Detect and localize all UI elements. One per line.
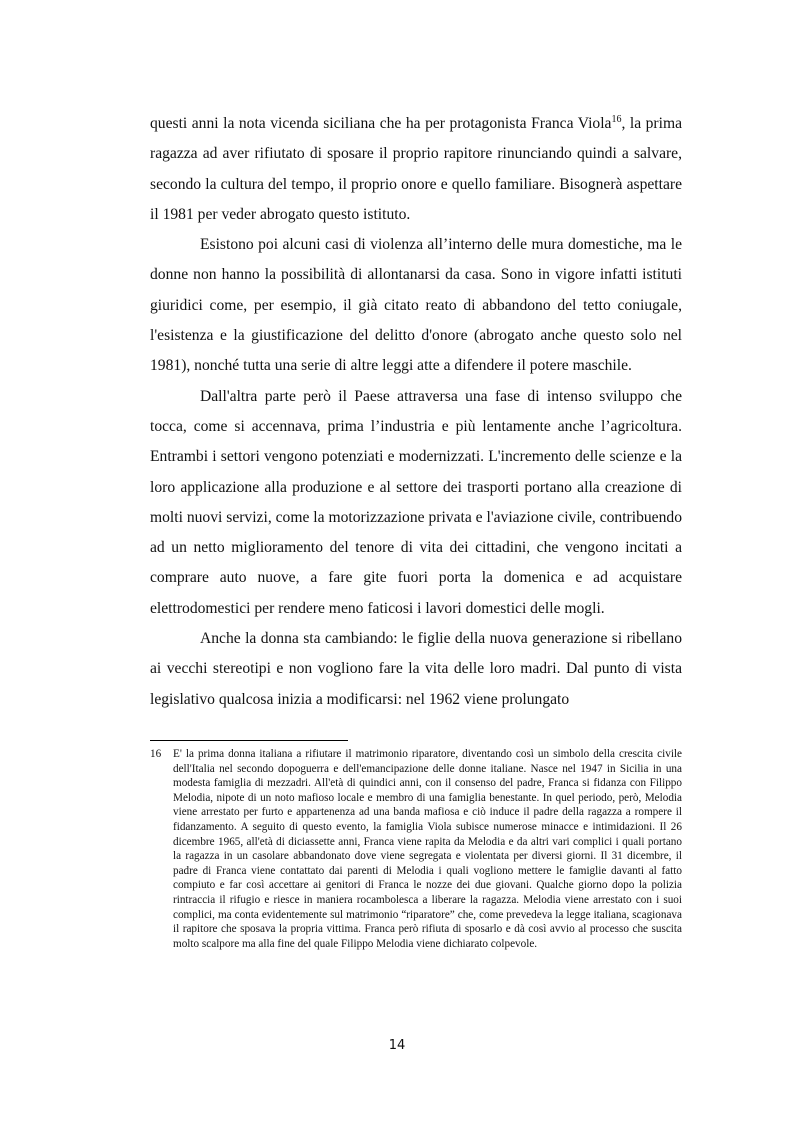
footnote-separator: [150, 740, 348, 741]
footnote: [150, 747, 682, 951]
footnote-reference[interactable]: 16: [611, 113, 622, 125]
paragraph-1-text-a: questi anni la nota vicenda siciliana che ha per protagonista Franca Viola: [150, 115, 612, 132]
paragraph-3: Dall'altra parte però il Paese attraversa una fase di intenso sviluppo che tocca, come si accennava, prima l’industria e più lentamente anche l’agricoltura. Entrambi i settori vengono potenziati e modernizzati. L'incremento delle scienze e la loro applicazione alla produzione e al settore dei trasporti portano alla creazione di molti nuovi servizi, come la motorizzazione privata e l'aviazione civile, contribuendo ad un netto miglioramento del tenore di vita dei cittadini, che vengono incitati a comprare auto nuove, a fare gite fuori porta la domenica e ad acquistare elettrodomestici per rendere meno faticosi i lavori domestici delle mogli.: [150, 387, 682, 617]
paragraph-4: Anche la donna sta cambiando: le figlie della nuova generazione si ribellano ai vecchi stereotipi e non vogliono fare la vita delle loro madri. Dal punto di vista legislativo qualcosa inizia a modificarsi: nel 1962 viene prolungato: [150, 630, 682, 708]
paragraph-1: [150, 109, 682, 230]
footnote-number: 16: [150, 748, 162, 760]
paragraph-2: Esistono poi alcuni casi di violenza all’interno delle mura domestiche, ma le donne non hanno la possibilità di allontanarsi da casa. Sono in vigore infatti istituti giuridici come, per esempio, il già citato reato di abbandono del tetto coniugale, l'esistenza e la giustificazione del delitto d'onore (abrogato anche questo solo nel 1981), nonché tutta una serie di altre leggi atte a difendere il potere maschile.: [150, 236, 682, 375]
footnote-text: E' la prima donna italiana a rifiutare il matrimonio riparatore, diventando così un simbolo della crescita civile dell'Italia nel secondo dopoguerra e dell'emancipazione delle donne italiane. Nasce nel 1947 in Sicilia in una modesta famiglia di mezzadri. All'età di quindici anni, con il consenso del padre, Franca si fidanza con Filippo Melodia, nipote di un noto mafioso locale e membro di una famiglia benestante. In quel periodo, però, Melodia viene arrestato per furto e appartenenza ad una banda mafiosa e ciò induce il padre della ragazza a rompere il fidanzamento. A seguito di questo evento, la famiglia Viola subisce numerose minacce e intimidazioni. Il 26 dicembre 1965, all'età di diciassette anni, Franca viene rapita da Melodia e da altri vari complici i quali portano la ragazza in un casolare abbandonato dove viene segregata e violentata per diversi giorni. Il 31 dicembre, il padre di Franca viene contattato dai parenti di Melodia i quali vogliono mettere le famiglie davanti al fatto compiuto e far così accettare ai genitori di Franca le nozze dei due giovani. Qualche giorno dopo la polizia rintraccia il rifugio e riesce in maniera rocambolesca a liberare la ragazza. Melodia viene arrestato con i suoi complici, ma conta evidentemente sul matrimonio “riparatore” che, come prevedeva la legge italiana, scagionava il rapitore che sposava la propria vittima. Franca però rifiuta di sposarlo e dà così avvio al processo che suscita molto scalpore ma alla fine del quale Filippo Melodia viene dichiarato colpevole.: [173, 748, 682, 950]
paragraph-1-text-b: , la prima ragazza ad aver rifiutato di sposare il proprio rapitore rinunciando quindi a salvare, secondo la cultura del tempo, il proprio onore e quello familiare. Bisognerà aspettare il 1981 per veder abrogato questo istituto.: [150, 115, 682, 223]
page-number: 14: [388, 1038, 406, 1053]
body-text: [150, 109, 682, 715]
footnote-body: [150, 747, 682, 951]
